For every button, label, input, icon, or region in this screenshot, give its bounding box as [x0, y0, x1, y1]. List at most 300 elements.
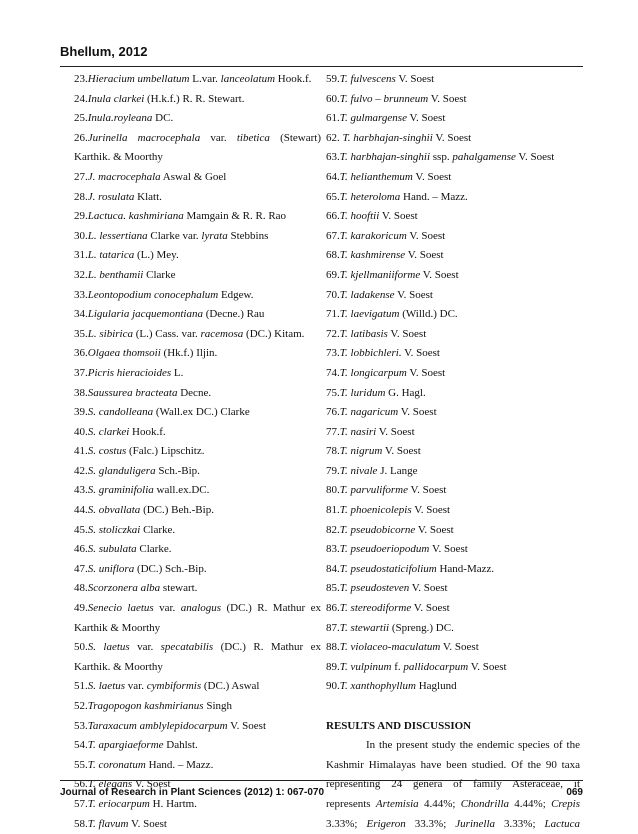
species-entry	[74, 501, 321, 521]
taxon-name: Erigeron	[366, 817, 406, 830]
text-run: 78.	[326, 445, 340, 458]
species-entry	[74, 403, 321, 423]
taxon-name: T. lobbichleri.	[339, 347, 402, 360]
text-run: In the present study the endemic species of the	[366, 739, 580, 752]
text-run: wall.ex.DC.	[153, 484, 210, 497]
text-run: Karthik. & Moorthy	[74, 660, 163, 673]
taxon-name: S. uniflora	[87, 562, 135, 575]
text-run: 81.	[326, 504, 340, 517]
species-entry	[326, 364, 580, 384]
text-run: (H.k.f.) R. R. Stewart.	[144, 92, 245, 105]
text-run: 27.	[74, 170, 88, 183]
text-run: 46.	[74, 543, 88, 556]
species-entry	[326, 129, 580, 149]
species-entry	[74, 442, 321, 462]
text-run: f.	[391, 660, 404, 673]
text-run: Mamgain & R. R. Rao	[183, 210, 287, 223]
species-entry	[74, 638, 321, 658]
species-entry	[74, 344, 321, 364]
taxon-name: L. sibirica	[87, 327, 133, 340]
taxon-name: T. phoenicolepis	[339, 504, 412, 517]
taxon-name: S. costus	[87, 445, 127, 458]
section-spacer	[326, 697, 580, 717]
text-run: 36.	[74, 347, 88, 360]
text-run: 31.	[74, 249, 88, 262]
species-entry	[326, 266, 580, 286]
taxon-name: S. graminifolia	[87, 484, 154, 497]
text-run: 29.	[74, 210, 88, 223]
taxon-name: T. violaceo-maculatum	[339, 641, 441, 654]
text-run: 65.	[326, 190, 340, 203]
text-run: Karthik. & Moorthy	[74, 151, 163, 164]
taxon-name: T. stewartii	[339, 621, 390, 634]
taxon-name: analogus	[180, 602, 222, 615]
text-run: 77.	[326, 425, 340, 438]
taxon-name: T. gulmargense	[339, 112, 407, 125]
paragraph-line	[326, 815, 580, 834]
text-run: L.var.	[189, 73, 221, 85]
text-run: 48.	[74, 582, 88, 595]
species-entry	[326, 521, 580, 541]
text-run: 34.	[74, 308, 88, 321]
text-run: Karthik & Moorthy	[74, 621, 161, 634]
text-run: V. Soest	[420, 268, 459, 281]
taxon-name: L. tatarica	[87, 249, 135, 262]
text-run: V. Soest	[428, 92, 467, 105]
text-run: V. Soest	[379, 210, 418, 223]
text-run: 32.	[74, 268, 88, 281]
text-run: V. Soest	[408, 484, 447, 497]
taxon-name: T. heteroloma	[339, 190, 401, 203]
species-entry	[74, 364, 321, 384]
text-run: 68.	[326, 249, 340, 262]
text-run: V. Soest	[132, 778, 171, 791]
species-entry	[74, 481, 321, 501]
text-run: V. Soest	[406, 112, 446, 125]
text-run: 71.	[326, 308, 340, 321]
text-run: Clarke.	[136, 543, 172, 556]
text-run: 57.	[74, 797, 88, 810]
text-run: 52.	[74, 700, 88, 712]
text-run: V. Soest	[376, 425, 415, 438]
text-run: 33.3%;	[405, 817, 456, 830]
text-run: 49.	[74, 602, 88, 615]
taxon-name: Leontopodium conocephalum	[87, 288, 219, 301]
text-run: 51.	[74, 680, 88, 693]
text-run: var.	[153, 602, 181, 615]
text-run: (DC.) R. Mathur ex	[221, 602, 321, 615]
text-run: (Stewart)	[269, 131, 321, 144]
taxon-name: Hieracium umbellatum	[87, 73, 190, 85]
journal-citation: Journal of Research in Plant Sciences (2012) 1: 067-070	[60, 787, 325, 798]
text-run: Kashmir Himalayas have been studied. Of the 90 taxa	[326, 758, 580, 771]
taxon-name: T. nivale	[339, 464, 378, 477]
species-entry	[326, 168, 580, 188]
taxon-name: pallidocarpum	[403, 660, 469, 673]
taxon-name: lanceolatum	[220, 73, 276, 85]
species-entry	[326, 540, 580, 560]
header-rule	[60, 66, 583, 67]
text-run: 76.	[326, 406, 340, 419]
species-entry	[74, 266, 321, 286]
taxon-name: tibetica	[236, 131, 270, 144]
taxon-name: T. latibasis	[339, 327, 388, 340]
species-entry	[74, 521, 321, 541]
taxon-name: T. hooftii	[339, 210, 380, 223]
taxon-name: L. benthamii	[87, 268, 144, 281]
taxon-name: T. pseudobicorne	[339, 523, 416, 536]
text-run: represents	[326, 797, 376, 810]
taxon-name: T. karakoricum	[339, 229, 407, 242]
text-run: 3.33%;	[495, 817, 545, 830]
text-run: (Wall.ex DC.) Clarke	[153, 406, 250, 419]
text-run: 3.33%;	[326, 817, 367, 830]
species-entry	[74, 579, 321, 599]
taxon-name: T. flavum	[87, 817, 129, 830]
text-run: 55.	[74, 758, 88, 771]
taxon-name: Senecio laetus	[87, 602, 154, 615]
text-run: 53.	[74, 719, 88, 732]
text-run: V. Soest	[440, 641, 479, 654]
text-run: V. Soest	[411, 504, 451, 517]
text-run: 79.	[326, 464, 340, 477]
text-run: V. Soest	[128, 817, 167, 830]
text-run: 83.	[326, 543, 340, 556]
species-entry	[74, 677, 321, 697]
paragraph-line	[326, 756, 580, 776]
taxon-name: T. pseudostaticifolium	[339, 562, 437, 575]
species-entry	[326, 344, 580, 364]
taxon-name: T. kashmirense	[339, 249, 406, 262]
species-entry	[74, 168, 321, 188]
taxon-name: T. luridum	[339, 386, 386, 399]
taxon-name: T. laevigatum	[339, 308, 400, 321]
species-entry	[326, 403, 580, 423]
text-run: 56.	[74, 778, 88, 791]
text-run: Clarke.	[140, 523, 176, 536]
text-run: (DC.) Sch.-Bip.	[134, 562, 207, 575]
text-run: 24.	[74, 92, 88, 105]
species-entry	[326, 286, 580, 306]
species-entry	[326, 501, 580, 521]
text-run: 40.	[74, 425, 88, 438]
species-entry	[74, 188, 321, 208]
text-run: V. Soest	[394, 288, 433, 301]
species-entry	[74, 148, 321, 168]
text-run: 30.	[74, 229, 88, 242]
text-run: 82.	[326, 523, 340, 536]
text-run: G. Hagl.	[385, 386, 426, 399]
text-run: (Falc.) Lipschitz.	[126, 445, 205, 458]
species-entry	[74, 462, 321, 482]
taxon-name: Scorzonera alba	[87, 582, 161, 595]
text-run: V. Soest	[405, 249, 444, 262]
text-run: L.	[171, 366, 184, 379]
species-entry	[326, 481, 580, 501]
species-entry	[74, 756, 321, 776]
text-run: 58.	[74, 817, 88, 830]
text-run: V. Soest	[432, 131, 472, 144]
species-entry	[326, 90, 580, 110]
results-heading: RESULTS AND DISCUSSION	[326, 719, 472, 732]
text-run: 23.	[74, 73, 88, 85]
species-entry	[326, 227, 580, 247]
text-run: 87.	[326, 621, 340, 634]
text-run: Hook.f.	[275, 73, 312, 85]
taxon-name: Crepis	[551, 797, 580, 810]
species-entry	[326, 207, 580, 227]
species-entry	[74, 599, 321, 619]
text-run: 70.	[326, 288, 340, 301]
text-run: (Willd.) DC.	[399, 308, 458, 321]
taxon-name: T. pseudosteven	[339, 582, 410, 595]
text-run: V. Soest	[395, 73, 435, 85]
taxon-name: T. helianthemum	[339, 170, 413, 183]
text-run: 42.	[74, 464, 88, 477]
text-run: 90.	[326, 680, 340, 693]
taxon-name: Jurinella macrocephala	[87, 131, 201, 144]
species-entry	[74, 717, 321, 737]
taxon-name: Tragopogon kashmirianus	[87, 700, 204, 712]
text-run: 25.	[74, 112, 88, 125]
right-column	[326, 70, 580, 834]
text-run: V. Soest	[515, 151, 555, 164]
species-entry	[326, 423, 580, 443]
text-run: Haglund	[415, 680, 457, 693]
text-run: (L.) Cass. var.	[132, 327, 201, 340]
taxon-name: S. stoliczkai	[87, 523, 141, 536]
text-run: Edgew.	[218, 288, 254, 301]
left-column-species-list	[74, 70, 321, 834]
text-run: V. Soest	[412, 170, 452, 183]
text-run: V. Soest	[398, 406, 437, 419]
taxon-name: L. lessertiana	[87, 229, 148, 242]
text-run: 35.	[74, 327, 88, 340]
text-run: var.	[129, 641, 161, 654]
taxon-name: T. harbhajan-singhii	[339, 151, 431, 164]
text-run: 28.	[74, 190, 88, 203]
species-entry	[74, 423, 321, 443]
taxon-name: Inula.royleana	[87, 112, 153, 125]
taxon-name: Chondrilla	[460, 797, 510, 810]
text-run: stewart.	[160, 582, 198, 595]
species-entry	[74, 540, 321, 560]
text-run: Stebbins	[227, 229, 269, 242]
species-entry	[326, 246, 580, 266]
species-entry	[74, 815, 321, 834]
text-run: V. Soest	[411, 602, 450, 615]
species-entry	[74, 305, 321, 325]
text-run: (Hk.f.) Iljin.	[160, 347, 218, 360]
taxon-name: T. coronatum	[87, 758, 146, 771]
text-run: Decne.	[177, 386, 212, 399]
text-run: Klatt.	[134, 190, 162, 203]
text-run: Clarke var.	[147, 229, 202, 242]
species-entry	[74, 129, 321, 149]
species-entry	[74, 736, 321, 756]
running-header: Bhellum, 2012	[60, 44, 148, 59]
page-footer	[60, 787, 583, 798]
species-entry	[74, 227, 321, 247]
taxon-name: J. rosulata	[87, 190, 135, 203]
footer-rule	[60, 780, 583, 781]
taxon-name: Ligularia jacquemontiana	[87, 308, 203, 321]
taxon-name: T. xanthophyllum	[339, 680, 416, 693]
text-run: (L.) Mey.	[134, 249, 179, 262]
taxon-name: racemosa	[200, 327, 244, 340]
text-run: 88.	[326, 641, 340, 654]
text-run: V. Soest	[409, 582, 448, 595]
taxon-name: T. harbhajan-singhii	[342, 131, 433, 144]
text-run: 44.	[74, 504, 88, 517]
text-run: Hand-Mazz.	[436, 562, 495, 575]
text-run: ssp.	[430, 151, 453, 164]
taxon-name: Taraxacum amblylepidocarpum	[87, 719, 228, 732]
species-entry	[74, 109, 321, 129]
species-entry	[74, 658, 321, 678]
text-run: 4.44%;	[418, 797, 461, 810]
text-run: 85.	[326, 582, 340, 595]
text-run: Hand. – Mazz.	[145, 758, 214, 771]
page-number: 069	[566, 787, 583, 798]
text-run: 86.	[326, 602, 340, 615]
taxon-name: T. stereodiforme	[339, 602, 412, 615]
species-entry	[74, 619, 321, 639]
text-run: 50.	[74, 641, 88, 654]
species-entry	[326, 442, 580, 462]
species-entry	[74, 560, 321, 580]
text-run: 41.	[74, 445, 88, 458]
text-run: (DC.) Beh.-Bip.	[140, 504, 214, 517]
text-run: 73.	[326, 347, 340, 360]
species-entry	[326, 599, 580, 619]
text-run: H. Hartm.	[149, 797, 197, 810]
text-run: 84.	[326, 562, 340, 575]
taxon-name: T. fulvescens	[339, 73, 396, 85]
text-run: Clarke	[143, 268, 176, 281]
species-entry	[326, 109, 580, 129]
text-run: 63.	[326, 151, 340, 164]
species-entry	[326, 619, 580, 639]
species-entry	[326, 658, 580, 678]
text-run: 4.44%;	[509, 797, 552, 810]
text-run: Aswal & Goel	[160, 170, 227, 183]
species-entry	[326, 560, 580, 580]
taxon-name: Picris hieracioides	[87, 366, 172, 379]
taxon-name: T. kjellmaniiforme	[339, 268, 421, 281]
text-run: V. Soest	[429, 543, 468, 556]
text-run: (Spreng.) DC.	[389, 621, 454, 634]
species-entry	[326, 677, 580, 697]
text-run: 33.	[74, 288, 88, 301]
taxon-name: T. fulvo – brunneum	[339, 92, 429, 105]
text-run: (Decne.) Rau	[202, 308, 265, 321]
taxon-name: Artemisia	[375, 797, 419, 810]
text-run: Hand. – Mazz.	[400, 190, 468, 203]
species-entry	[74, 90, 321, 110]
taxon-name: cymbiformis	[146, 680, 202, 693]
taxon-name: S. clarkei	[87, 425, 130, 438]
text-run: V. Soest	[227, 719, 267, 732]
text-run: Sch.-Bip.	[155, 464, 200, 477]
taxon-name: Jurinella	[455, 817, 496, 830]
text-run: 47.	[74, 562, 88, 575]
species-entry	[74, 286, 321, 306]
taxon-name: S. candolleana	[87, 406, 154, 419]
taxon-name: T. ladakense	[339, 288, 395, 301]
text-run: representing 24 genera of family Asteraceae, it	[326, 778, 580, 791]
text-run: 45.	[74, 523, 88, 536]
species-entry	[74, 384, 321, 404]
species-entry	[74, 70, 321, 90]
taxon-name: S. laetus	[87, 641, 130, 654]
text-run: 72.	[326, 327, 340, 340]
taxon-name: T. nasiri	[339, 425, 377, 438]
text-run: 69.	[326, 268, 340, 281]
text-run: 75.	[326, 386, 340, 399]
taxon-name: T. pseudoeriopodum	[339, 543, 430, 556]
taxon-name: T. vulpinum	[339, 660, 392, 673]
text-run: 39.	[74, 406, 88, 419]
text-run: (DC.) Aswal	[201, 680, 260, 693]
text-run: 66.	[326, 210, 340, 223]
taxon-name: lyrata	[201, 229, 228, 242]
species-entry	[326, 305, 580, 325]
text-run: V. Soest	[401, 347, 440, 360]
text-run: Hook.f.	[129, 425, 166, 438]
text-run: 74.	[326, 366, 340, 379]
paragraph-line	[326, 736, 580, 756]
text-run: 89.	[326, 660, 340, 673]
text-run: 26.	[74, 131, 88, 144]
species-entry	[326, 148, 580, 168]
text-run: Dahlst.	[163, 739, 198, 752]
taxon-name: J. macrocephala	[87, 170, 161, 183]
taxon-name: Lactuca. kashmiriana	[87, 210, 184, 223]
taxon-name: T. longicarpum	[339, 366, 407, 379]
text-run: 80.	[326, 484, 340, 497]
text-run: 60.	[326, 92, 340, 105]
taxon-name: T. eriocarpum	[87, 797, 150, 810]
species-entry	[326, 325, 580, 345]
text-run: 43.	[74, 484, 88, 497]
text-run: 62.	[326, 131, 343, 144]
species-entry	[326, 462, 580, 482]
taxon-name: specatabilis	[160, 641, 214, 654]
taxon-name: S. laetus	[87, 680, 126, 693]
text-run: V. Soest	[382, 445, 421, 458]
taxon-name: S. obvallata	[87, 504, 141, 517]
text-run: V. Soest	[468, 660, 507, 673]
species-entry	[326, 70, 580, 90]
text-run: DC.	[152, 112, 174, 125]
text-run: 37.	[74, 366, 88, 379]
taxon-name: S. subulata	[87, 543, 137, 556]
taxon-name: Inula clarkei	[87, 92, 145, 105]
taxon-name: pahalgamense	[452, 151, 516, 164]
text-run: V. Soest	[406, 366, 446, 379]
text-run: V. Soest	[415, 523, 454, 536]
text-run: var.	[200, 131, 237, 144]
species-entry	[326, 579, 580, 599]
taxon-name: T. nagaricum	[339, 406, 399, 419]
text-run: 67.	[326, 229, 340, 242]
text-run: Singh	[203, 700, 233, 712]
text-run: 64.	[326, 170, 340, 183]
taxon-name: Saussurea bracteata	[87, 386, 178, 399]
taxon-name: Olgaea thomsoii	[87, 347, 161, 360]
species-entry	[74, 246, 321, 266]
